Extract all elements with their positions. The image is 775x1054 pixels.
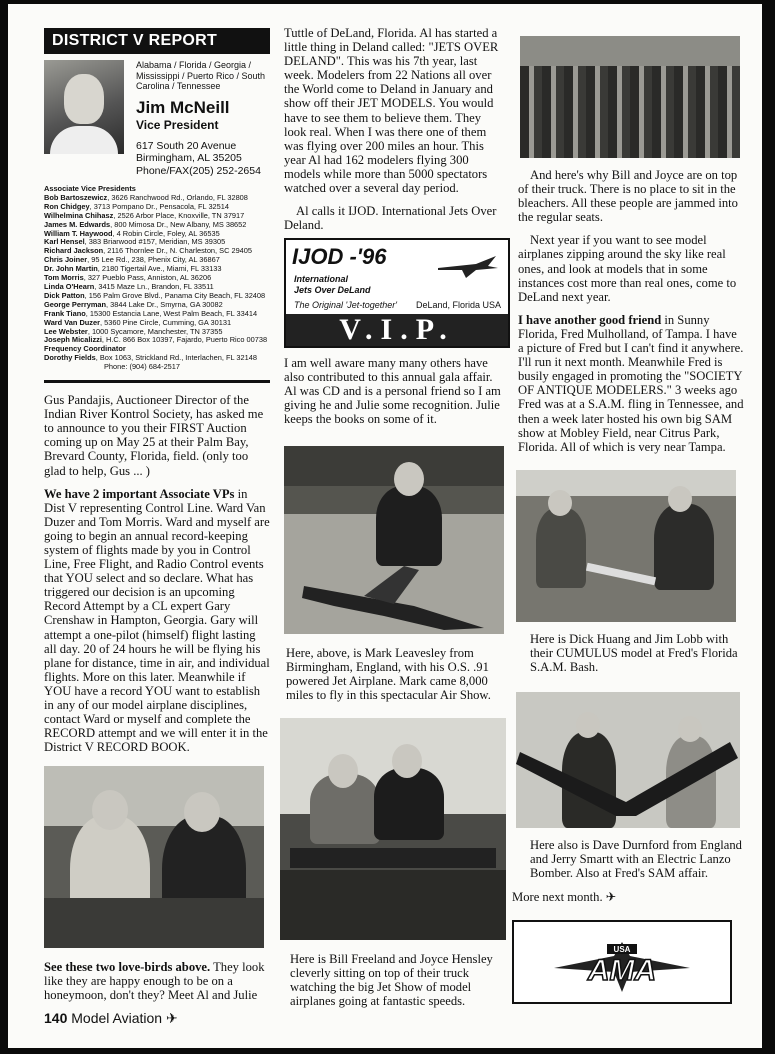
associate-name: Ward Van Duzer — [44, 317, 100, 327]
truck-rack — [290, 848, 496, 868]
photo-cumulus — [516, 470, 736, 622]
fred-lead: I have another good friend — [518, 312, 662, 327]
photo-sky — [516, 470, 736, 496]
associate-entry: Ward Van Duzer, 5360 Pine Circle, Cumming, GA 30131 — [44, 317, 232, 327]
associate-name: Joseph Micalizzi — [44, 335, 102, 345]
figure-joyce-head — [328, 754, 358, 788]
vip-lines — [294, 274, 371, 296]
caption-love-birds — [44, 960, 266, 1002]
associate-info: 3844 Lake Dr., Smyrna, GA 30082 — [110, 299, 223, 309]
caption-lanzo-bomber: Here also is Dave Durnford from England and Jerry Smartt with an Electric Lanzo Bomber. Also at Fred's SAM affair. — [530, 838, 742, 881]
associate-entry: James M. Edwards, 800 Mimosa Dr., New Albany, MS 38652 — [44, 219, 247, 229]
associate-entry: Wilhelmina Chihasz, 2526 Arbor Place, Knoxville, TN 37917 — [44, 210, 245, 220]
paragraph-auction: Gus Pandajis, Auctioneer Director of the Indian River Kontrol Society, has asked me to announce to you their FIRST Auction coming up on May 25 at their Palm Bay, Brevard County, Florida, field. (only too glad to help, Gus ... ) — [44, 393, 264, 478]
associate-name: Bob Bartoszewicz — [44, 192, 108, 202]
vip-line-2: Jets Over DeLand — [294, 285, 371, 295]
vp-phone: Phone/FAX(205) 252-2654 — [136, 164, 261, 177]
caption-cumulus: Here is Dick Huang and Jim Lobb with their CUMULUS model at Fred's Florida S.A.M. Bash. — [530, 632, 738, 675]
associate-info: 2180 Tigertail Ave., Miami, FL 33133 — [101, 264, 222, 274]
section-header: DISTRICT V REPORT — [44, 28, 270, 54]
associate-entry: Richard Jackson, 2116 Thornlee Dr., N. Charleston, SC 29405 — [44, 246, 253, 256]
associate-entry: Bob Bartoszewicz, 3626 Ranchwood Rd., Orlando, FL 32808 — [44, 192, 248, 202]
page-number: 140 — [44, 1010, 68, 1026]
photo-lanzo-bomber — [516, 692, 740, 828]
column-2 — [284, 26, 504, 241]
associate-info: 3713 Pompano Dr., Pensacola, FL 32514 — [93, 201, 229, 211]
love-birds-lead: See these two love-birds above. — [44, 960, 211, 974]
more-next-month: More next month. ✈ — [512, 890, 617, 904]
records-body: in Dist V representing Control Line. Ward Van Duzer and Tom Morris. Ward and myself are going to begin an annual record-keeping system of flights made by you in Control Line, Free Flight, and Radio Control events that YOU select and so declare. What has triggered our decision is an upcoming Record Attempt by a CL expert Gary Crenshaw in Hampton, Georgia. Gary will attempt a one-pilot (himself) flight lasting all day. 20 of 24 hours he will be flying his plane for distance, time in air, and individual flights. More on this later. Meanwhile if YOU have a record YOU want to establish in any of our model airplane disciplines, contact Ward or myself and complete the RECORD attempt and we will enter it in the District V RECORD BOOK. — [44, 486, 270, 755]
associate-info: 2526 Arbor Place, Knoxville, TN 37917 — [117, 210, 245, 220]
associate-info: 2116 Thornlee Dr., N. Charleston, SC 29405 — [107, 246, 253, 256]
address-line-1: 617 South 20 Avenue — [136, 139, 237, 152]
figure-bill — [374, 768, 444, 840]
figure-mark-head — [394, 462, 424, 496]
associate-name: Frank Tiano — [44, 308, 86, 318]
truck-body — [280, 870, 506, 940]
column-1 — [44, 28, 270, 763]
magazine-name: Model Aviation ✈ — [71, 1010, 178, 1026]
vip-place: DeLand, Florida USA — [416, 300, 502, 310]
paragraph-records — [44, 487, 270, 755]
bomber-model-icon — [516, 732, 740, 822]
photo-mark-leavesley — [284, 446, 504, 634]
coordinator-name: Dorothy Fields — [44, 353, 96, 363]
associate-info: 156 Palm Grove Blvd., Panama City Beach, FL 32408 — [88, 290, 266, 300]
associate-info: 3415 Maze Ln., Brandon, FL 33511 — [98, 281, 214, 291]
associate-info: H.C. 866 Box 10397, Fajardo, Puerto Rico 00738 — [106, 335, 268, 345]
associate-info: 800 Mimosa Dr., New Albany, MS 38652 — [114, 219, 247, 229]
paragraph-contributors: I am well aware many many others have also contributed to this annual gala affair. Al was CD and is a personal friend so I am giving he and Julie some recognition. Julie keeps the books on some of it. — [284, 356, 501, 427]
associate-name: Dick Patton — [44, 290, 85, 300]
photo-bill-joyce — [280, 718, 506, 940]
portrait-shirt — [50, 126, 118, 154]
associate-info: 1000 Sycamore, Manchester, TN 37355 — [91, 326, 223, 336]
associate-info: 3626 Ranchwood Rd., Orlando, FL 32808 — [111, 192, 248, 202]
paragraph-next-year: Next year if you want to see model airplanes zipping around the sky like real ones, and look at models that in some instances cost more than real ones, come to DeLand next year. — [518, 233, 737, 304]
paragraph-jets-over-deland: Tuttle of DeLand, Florida. Al has started a little thing in Deland called: "JETS OVER DELAND". This was his 7th year, last week. Modelers from 22 Nations all over the World come to Deland in January and show off their JET MODELS. You would have to see them to believe them. They look real. When I was there one of them was flying over 200 miles an hour. This year Al had 162 modelers flying 300 models while more than 5000 spectators watched over a several day period. — [284, 26, 499, 196]
photo-sky — [520, 36, 740, 66]
associate-name: Dr. John Martin — [44, 264, 98, 274]
figure-dick-huang — [536, 508, 586, 588]
associate-info: 327 Pueblo Pass, Anniston, AL 36206 — [87, 273, 212, 283]
associate-entry: Dick Patton, 156 Palm Grove Blvd., Panama City Beach, FL 32408 — [44, 290, 266, 300]
coordinator-info: Box 1063, Strickland Rd., Interlachen, FL 32148 — [99, 353, 257, 363]
caption-bill-joyce: Here is Bill Freeland and Joyce Hensley cleverly sitting on top of their truck watching the big Jet Show of model airplanes going at fantastic speeds. — [290, 952, 493, 1009]
associate-info: 4 Robin Circle, Foley, AL 36535 — [116, 228, 220, 238]
jet-model-icon — [294, 546, 494, 632]
associate-entry: Chris Joiner, 95 Lee Rd., 238, Phenix City, AL 36867 — [44, 255, 220, 265]
associate-entry: Tom Morris, 327 Pueblo Pass, Anniston, AL 36206 — [44, 273, 212, 283]
associates-heading: Associate Vice Presidents — [44, 184, 136, 193]
figure-jim-lobb-head — [668, 486, 692, 512]
associate-entry: Dr. John Martin, 2180 Tigertail Ave., Miami, FL 33133 — [44, 264, 222, 274]
portrait-face — [64, 74, 104, 124]
jet-icon — [436, 250, 500, 280]
associate-name: Ron Chidgey — [44, 201, 90, 211]
associate-name: Wilhelmina Chihasz — [44, 210, 114, 220]
associate-info: 95 Lee Rd., 238, Phenix City, AL 36867 — [91, 255, 220, 265]
vp-portrait — [44, 60, 124, 154]
ama-logo-box — [512, 920, 732, 1004]
love-birds-body: They look like they are happy enough to be on a honeymoon, don't they? Meet Al and Julie — [44, 960, 265, 1003]
associate-info: 383 Briarwood #157, Meridian, MS 39305 — [88, 237, 226, 247]
fred-body: in Sunny Florida, Fred Mulholland, of Tampa. I have a picture of Fred but I can't find it anywhere. I'll run it next month. Meanwhile Fred is busily engaged in promoting the "SOCIETY OF ANTIQUE MODELERS." 3 weeks ago Fred was at a S.A.M. fling in Tennessee, and then a week later hosted his own big SAM show at Mobley Field, near Citrus Park, Florida. All of which is very near Tampa. — [518, 312, 744, 454]
ama-logo — [514, 922, 730, 1002]
associate-entry: Karl Hensel, 383 Briarwood #157, Meridian, MS 39305 — [44, 237, 226, 247]
figure-jim-lobb — [654, 504, 714, 590]
crowd — [520, 66, 740, 158]
vp-title: Vice President — [136, 117, 219, 132]
associate-info: 5360 Pine Circle, Cumming, GA 30131 — [104, 317, 232, 327]
column-3-text — [518, 168, 744, 463]
vp-name: Jim McNeill — [136, 97, 230, 117]
figure-bill-head — [392, 744, 422, 778]
vip-pass-image — [284, 238, 510, 348]
figure-dick-huang-head — [548, 490, 572, 516]
associate-name: Chris Joiner — [44, 255, 88, 265]
associate-entry: George Perryman, 3844 Lake Dr., Smyrna, GA 30082 — [44, 299, 223, 309]
associate-entry: Ron Chidgey, 3713 Pompano Dr., Pensacola, FL 32514 — [44, 201, 229, 211]
coordinator-entry: Dorothy Fields, Box 1063, Strickland Rd., Interlachen, FL 32148 — [44, 353, 257, 363]
magazine-page — [8, 4, 762, 1048]
associate-name: James M. Edwards — [44, 219, 111, 229]
address-line-2: Birmingham, AL 35205 — [136, 152, 242, 164]
divider-rule — [44, 380, 270, 383]
photo-bleachers-crowd — [520, 36, 740, 158]
ama-text: AMA — [587, 954, 657, 987]
associate-name: Lee Webster — [44, 326, 88, 336]
caption-mark-leavesley: Here, above, is Mark Leavesley from Birmingham, England, with his O.S. .91 powered Jet Airplane. Mark came 8,000 miles to fly in this spectacular Air Show. — [286, 646, 491, 703]
coordinator-phone: Phone: (904) 684-2517 — [104, 362, 181, 372]
vp-info — [136, 60, 270, 177]
vip-title: IJOD -'96 — [292, 244, 387, 269]
vp-address — [136, 140, 270, 178]
vip-line-1: International — [294, 274, 349, 284]
associates-list — [44, 194, 270, 345]
records-lead: We have 2 important Associate VPs — [44, 486, 235, 501]
paragraph-bleachers: And here's why Bill and Joyce are on top of their truck. There is no place to sit in the bleachers. All these people are jammed into the regular seats. — [518, 168, 738, 225]
associate-name: Karl Hensel — [44, 237, 85, 247]
figure-man-head — [92, 790, 128, 830]
coordinator-heading: Frequency Coordinator — [44, 344, 126, 354]
photo-background — [44, 766, 264, 826]
associate-name: Linda O'Hearn — [44, 281, 95, 291]
vip-band: V.I.P. — [286, 314, 508, 346]
associate-vps — [44, 185, 270, 372]
associate-entry: Linda O'Hearn, 3415 Maze Ln., Brandon, FL 33511 — [44, 281, 214, 291]
associate-entry: Frank Tiano, 15300 Estancia Lane, West Palm Beach, FL 33414 — [44, 308, 258, 318]
vip-line-3: The Original 'Jet-together' — [294, 300, 397, 310]
paragraph-fred — [518, 313, 744, 454]
figure-woman-head — [184, 792, 220, 832]
associate-entry: Lee Webster, 1000 Sycamore, Manchester, TN 37355 — [44, 326, 223, 336]
associate-name: Tom Morris — [44, 273, 84, 283]
associate-entry: Joseph Micalizzi, H.C. 866 Box 10397, Fajardo, Puerto Rico 00738 — [44, 335, 268, 345]
photo-table — [44, 898, 264, 948]
associate-name: George Perryman — [44, 299, 107, 309]
vp-states: Alabama / Florida / Georgia / Mississippi / Puerto Rico / South Carolina / Tennessee — [136, 60, 266, 91]
vp-block — [44, 60, 270, 177]
paragraph-ijod: Al calls it IJOD. International Jets Over Deland. — [284, 204, 497, 233]
associate-info: 15300 Estancia Lane, West Palm Beach, FL 33414 — [89, 308, 258, 318]
associate-name: Richard Jackson — [44, 246, 104, 256]
photo-love-birds — [44, 766, 264, 948]
associate-name: William T. Haywood — [44, 228, 113, 238]
ama-usa: USA — [613, 945, 631, 954]
page-footer — [44, 1010, 178, 1027]
associate-entry: William T. Haywood, 4 Robin Circle, Foley, AL 36535 — [44, 228, 220, 238]
